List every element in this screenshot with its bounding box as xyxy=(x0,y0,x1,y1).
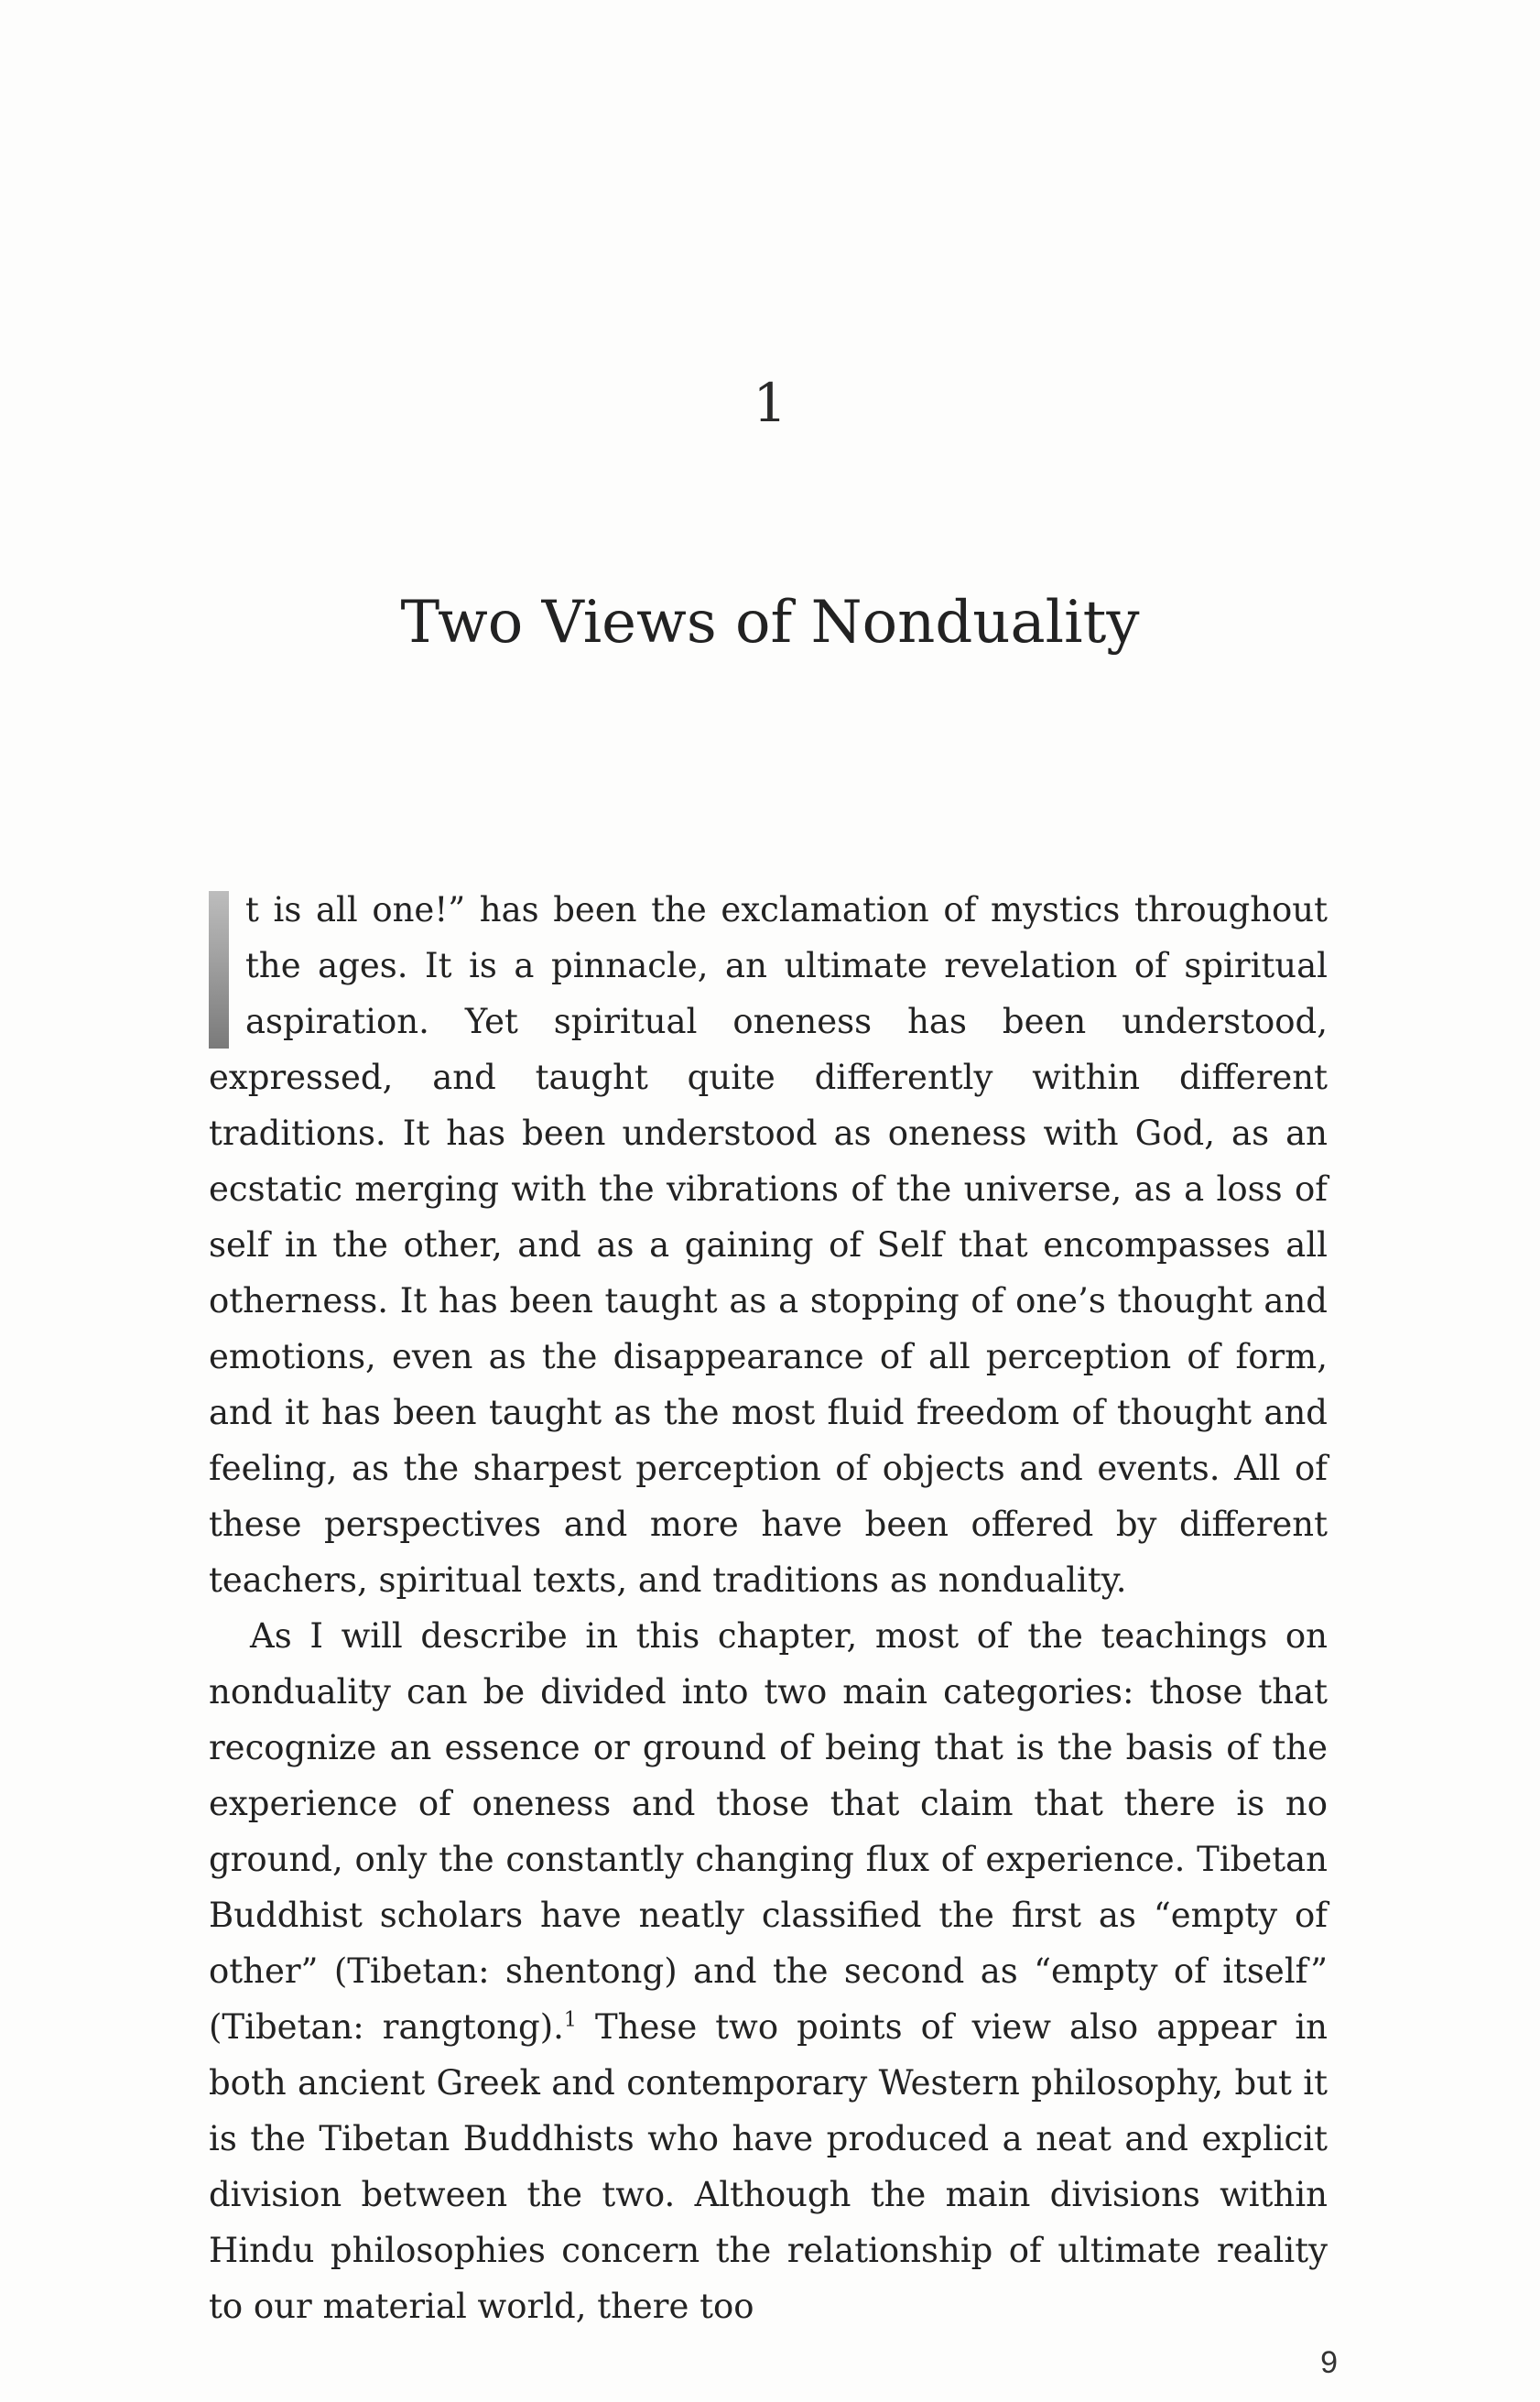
paragraph-2-text-a: As I will describe in this chapter, most of the teachings on nonduality can be divided into two main categories: those that recognize an essence or ground of being that is the basis of the experience of oneness and those that claim that there is no ground, only the constantly changing flux of experience. Tibetan Buddhist scholars have neatly classified the first as “empty of other” (Tibetan: shentong) and the second as “empty of itself” (Tibetan: rangtong). xyxy=(209,1616,1328,2047)
chapter-title: Two Views of Nonduality xyxy=(400,589,1140,657)
footnote-reference[interactable]: 1 xyxy=(563,2008,577,2032)
chapter-number: 1 xyxy=(753,372,787,434)
paragraph-2 xyxy=(209,1608,1328,2334)
chapter-body xyxy=(209,882,1328,2334)
paragraph-2-text-b: These two points of view also appear in both ancient Greek and contemporary Western philosophy, but it is the Tibetan Buddhists who have produced a neat and explicit division between the two. Although the main divisions within Hindu philosophies concern the relationship of ultimate reality to our material world, there too xyxy=(209,2007,1328,2326)
paragraph-1-text: t is all one!” has been the exclamation of mystics throughout the ages. It is a pinnacle, an ultimate revelation of spiritual aspiration. Yet spiritual oneness has been understood, expressed, and taught quite differently within different traditions. It has been understood as oneness with God, as an ecstatic merging with the vibrations of the universe, as a loss of self in the other, and as a gaining of Self that encompasses all otherness. It has been taught as a stopping of one’s thought and emotions, even as the disappearance of all perception of form, and it has been taught as the most fluid freedom of thought and feeling, as the sharpest perception of objects and events. All of these perspectives and more have been offered by different teachers, spiritual texts, and traditions as nonduality. xyxy=(209,890,1328,1600)
page-number: 9 xyxy=(1320,2345,1338,2380)
paragraph-1 xyxy=(209,882,1328,1608)
drop-cap-letter-i xyxy=(209,891,229,1049)
